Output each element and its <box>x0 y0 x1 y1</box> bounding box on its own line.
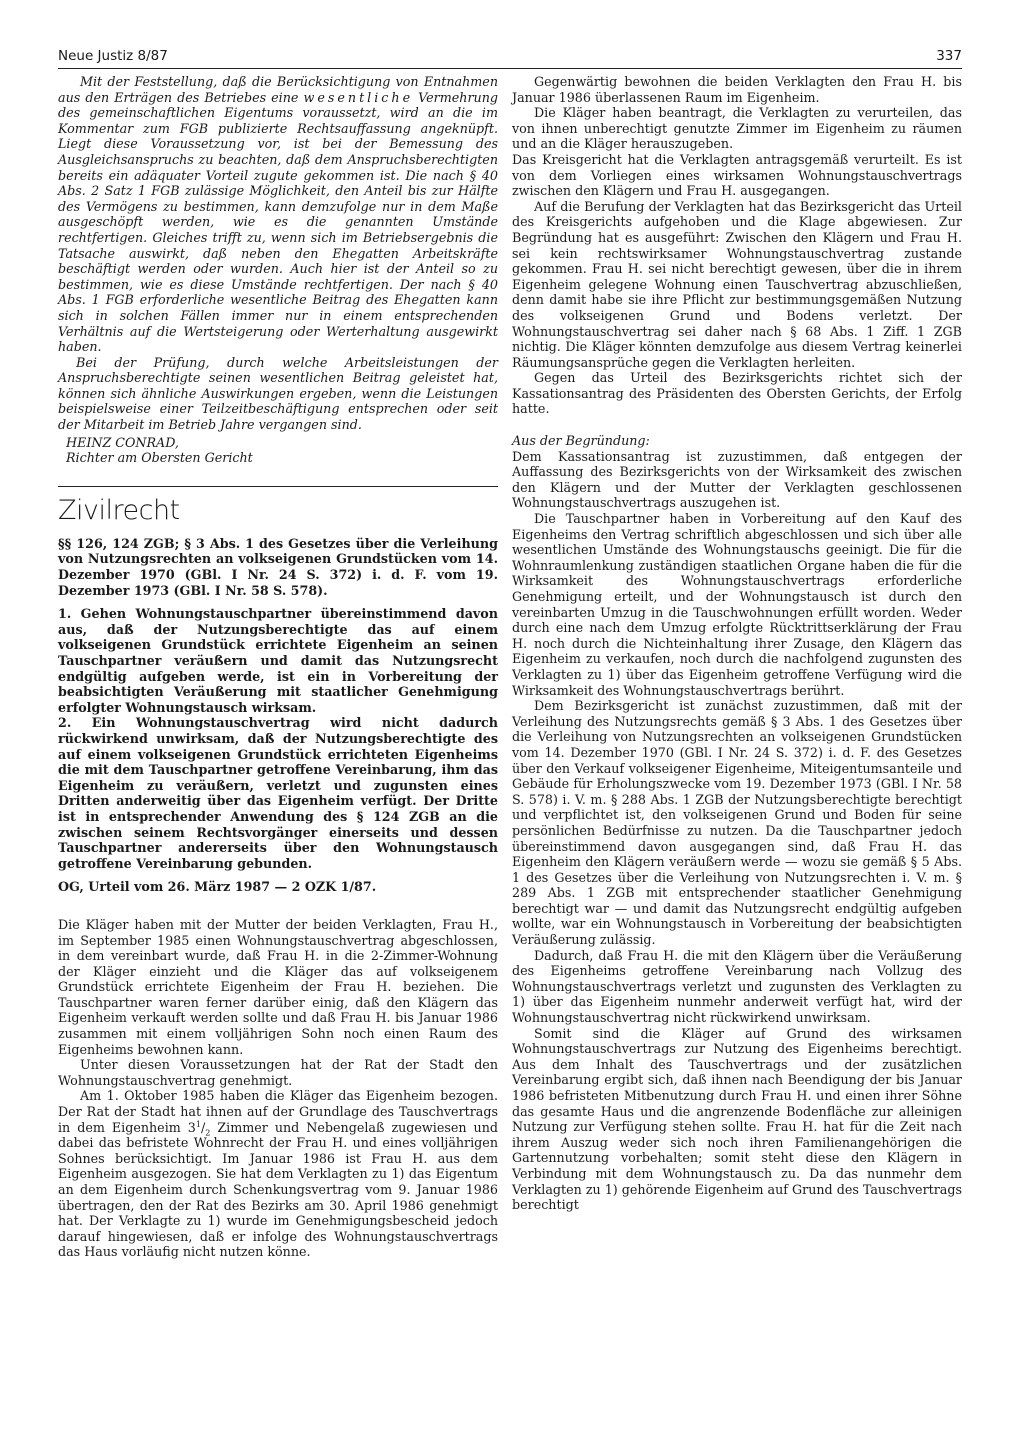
commentary-text: Vermehrung des gemeinschaftlichen Eigentums voraussetzt, wird an die im Kommentar zum FGB publizierte Rechtsauffassung angeknüpft. Liegt diese Voraussetzung vor, ist bei der Bemessung des Ausgleichsanspruchs zu beachten, daß dem Anspruchsberechtigten bereits ein adäquater Vorteil zugute gekommen ist. Die nach § 40 Abs. 2 Satz 1 FGB zulässige Möglichkeit, den Anteil bis zur Hälfte des Vermögens zu bestimmen, kann demzufolge nur in dem Maße ausgeschöpft werden, wie es die genannten Umstände rechtfertigen. Gleiches trifft zu, wenn sich im Betriebsergebnis die Tatsache auswirkt, daß neben den Ehegatten Arbeitskräfte beschäftigt werden oder wurden. Auch hier ist der Anteil so zu bestimmen, wie es diese Umstände rechtfertigen. Der nach § 40 Abs. 1 FGB erforderliche wesentliche Beitrag des Ehegatten kann sich in solchen Fällen immer nur in einem entsprechenden Verhältnis auf die Wertsteigerung oder Werterhaltung ausgewirkt haben. <box>58 89 498 355</box>
running-head <box>58 46 962 69</box>
spaced-emphasis: wesentliche <box>303 89 414 105</box>
section-title: Zivilrecht <box>58 486 498 527</box>
reasons-paragraph: Somit sind die Kläger auf Grund des wirksamen Wohnungstauschvertrags zur Nutzung des Eigenheims berechtigt. Aus dem Inhalt des Tauschvertrags und der zusätzlichen Vereinbarung ergibt sich, daß ihnen nach Beendigung der bis Januar 1986 befristeten Mitbenutzung durch Frau H. und einen ihrer Söhne das gesamte Haus und die angrenzende Bodenfläche zur alleinigen Nutzung zur Verfügung stehen sollte. Frau H. hat für die Zeit nach ihrem Auszug weder sich noch ihren Familienangehörigen die Gartennutzung vorbehalten; somit steht diese den Klägern in Verbindung mit dem Wohnungstausch zu. Da das nunmehr dem Verklagten zu 1) gehörende Eigenheim auf Grund des Tauschvertrags berechtigt <box>512 1025 962 1213</box>
author-signature <box>58 435 498 466</box>
facts <box>58 917 498 1260</box>
commentary <box>58 74 498 433</box>
body-paragraph: Das Kreisgericht hat die Verklagten antragsgemäß verurteilt. Es ist von dem Vorliegen eines wirksamen Wohnungstauschvertrags zwischen den Klägern und Frau H. ausgegangen. <box>512 151 962 199</box>
body-paragraph: Gegenwärtig bewohnen die beiden Verklagten den Frau H. bis Januar 1986 überlassenen Raum im Eigenheim. <box>512 74 962 105</box>
left-column <box>58 74 498 1260</box>
fraction-denominator: 2 <box>205 1128 211 1138</box>
reasons-paragraph: Dem Kassationsantrag ist zuzustimmen, daß entgegen der Auffassung des Bezirksgerichts von der Wirksamkeit des zwischen den Klägern und der Mutter der Verklagten geschlossenen Wohnungstauschvertrags auszugehen ist. <box>512 448 962 511</box>
body-paragraph: Die Kläger haben beantragt, die Verklagten zu verurteilen, das von ihnen unberechtigt genutzte Zimmer im Eigenheim zu räumen und an die Kläger herauszugeben. <box>512 105 962 152</box>
commentary-paragraph <box>58 74 498 355</box>
reasons-paragraph: Dem Bezirksgericht ist zunächst zuzustimmen, daß mit der Verleihung des Nutzungsrechts gemäß § 3 Abs. 1 des Gesetzes über die Verleihung von Nutzungsrechten an volkseigenen Grundstücken vom 14. Dezember 1970 (GBl. I Nr. 24 S. 372) i. d. F. des Gesetzes über den Verkauf volkseigener Eigenheime, Miteigentumsanteile und Gebäude für Erholungszwecke vom 19. Dezember 1973 (GBl. I Nr. 58 S. 578) i. V. m. § 288 Abs. 1 ZGB der Nutzungsberechtigte berechtigt und verpflichtet ist, den volkseigenen Grund und Boden für seine persönlichen Bedürfnisse zu nutzen. Da die Tauschpartner jedoch übereinstimmend davon ausgegangen sind, daß Frau H. das Eigenheim den Klägern veräußern werde — wozu sie gemäß § 5 Abs. 1 des Gesetzes über die Verleihung von Nutzungsrechten i. V. m. § 289 Abs. 1 ZGB mit entsprechender staatlicher Genehmigung berechtigt war — und damit das Nutzungsrecht endgültig aufgeben wollte, war ein Wohnungstausch in Vorbereitung der beabsichtigten Veräußerung zulässig. <box>512 698 962 948</box>
page-number: 337 <box>936 48 962 64</box>
commentary-text: Mit der Feststellung, daß die Berücksichtigung von Entnahmen aus den Erträgen des Betriebes eine <box>58 74 498 105</box>
facts-paragraph <box>58 1088 498 1260</box>
facts-paragraph: Unter diesen Voraussetzungen hat der Rat der Stadt den Wohnungstauschvertrag genehmigt. <box>58 1057 498 1088</box>
commentary-paragraph: Bei der Prüfung, durch welche Arbeitsleistungen der Anspruchsberechtigte seinen wesentlichen Beitrag geleistet hat, können sich ähnliche Auswirkungen ergeben, wenn die Leistungen beispielsweise einer Teilzeitbeschäftigung entsprechen oder seit der Mitarbeit im Betrieb Jahre vergangen sind. <box>58 354 498 433</box>
reasons-paragraph: Die Tauschpartner haben in Vorbereitung auf den Kauf des Eigenheims den Vertrag schriftlich abgeschlossen und sich über alle wesentlichen Umstände des Wohnungstauschs geeinigt. Die für die Wohnraumlenkung zuständigen staatlichen Organe haben die für die Wirksamkeit des Wohnungstauschvertrags erforderliche Genehmigung erteilt, und der Wohnungstausch ist durch den vereinbarten Umzug in die Tauschwohnungen erfüllt worden. Weder durch eine nach dem Umzug erfolgte Rücktrittserklärung der Frau H. noch durch die Nichteinhaltung ihrer Zusage, den Klägern das Eigenheim zu verkaufen, noch durch die nachfolgend zugunsten des Verklagten zu 1) über das Eigenheim getroffene Verfügung wird die Wirksamkeit des Wohnungstauschvertrags berührt. <box>512 511 962 698</box>
journal-issue: Neue Justiz 8/87 <box>58 48 168 64</box>
norm-heading: §§ 126, 124 ZGB; § 3 Abs. 1 des Gesetzes über die Verleihung von Nutzungsrechten an volkseigenen Grundstücken vom 14. Dezember 1970 (GBl. I Nr. 24 S. 372) i. d. F. vom 19. Dezember 1973 (GBl. I Nr. 58 S. 578). <box>58 535 498 598</box>
facts-text: Zimmer und Nebengelaß zugewiesen und dabei das befristete Wohnrecht der Frau H. und eines volljährigen Sohnes berücksichtigt. Im Januar 1986 ist Frau H. aus dem Eigenheim ausgezogen. Sie hat dem Verklagten zu 1) das Eigentum an dem Eigenheim durch Schenkungsvertrag vom 9. Januar 1986 übertragen, den der Rat des Bezirks am 30. April 1986 genehmigt hat. Der Verklagte zu 1) wurde im Genehmigungsbescheid jedoch darauf hingewiesen, daß er infolge des Wohnungstauschvertrags das Haus vorläufig nicht nutzen könne. <box>58 1119 499 1260</box>
headnotes <box>58 606 498 871</box>
author-title: Richter am Obersten Gericht <box>66 450 253 466</box>
facts-paragraph: Die Kläger haben mit der Mutter der beiden Verklagten, Frau H., im September 1985 einen Wohnungstauschvertrag abgeschlossen, in dem vereinbart wurde, daß Frau H. in die 2-Zimmer-Wohnung der Kläger einzieht und die Kläger das auf volkseigenem Grundstück errichtete Eigenheim der Frau H. beziehen. Die Tauschpartner waren ferner darüber einig, daß den Klägern das Eigenheim verkauft werden sollte und daß Frau H. bis Januar 1986 zusammen mit einem volljährigen Sohn noch einen Raum des Eigenheims bewohnen kann. <box>58 916 498 1057</box>
reasons-paragraph: Dadurch, daß Frau H. die mit den Klägern über die Veräußerung des Eigenheims getroffene Vereinbarung nach Vollzug des Wohnungstauschvertrags verletzt und zugunsten des Verklagten zu 1) über das Eigenheim nunmehr anderweit verfügt hat, wird der Wohnungstauschvertrag nicht rückwirkend unwirksam. <box>512 947 962 1026</box>
fraction-slash: / <box>200 1119 206 1135</box>
fraction-numerator: 1 <box>195 1119 201 1129</box>
author-name: HEINZ CONRAD, <box>66 434 179 450</box>
body-paragraph: Auf die Berufung der Verklagten hat das Bezirksgericht das Urteil des Kreisgerichts aufgehoben und die Klage abgewiesen. Zur Begründung hat es ausgeführt: Zwischen den Klägern und Frau H. sei kein rechtswirksamer Wohnungstauschvertrag zustande gekommen. Frau H. sei nicht berechtigt gewesen, über die in ihrem Eigenheim gelegene Wohnung einen Tauschvertrag abzuschließen, denn damit habe sie ihre Pflicht zur bestimmungsgemäßen Nutzung des volkseigenen Grund und Bodens verletzt. Der Wohnungstauschvertrag sei daher nach § 68 Abs. 1 Ziff. 1 ZGB nichtig. Die Kläger könnten demzufolge aus diesem Vertrag keinerlei Räumungsansprüche gegen die Verklagten herleiten. <box>512 198 962 370</box>
decision-citation: OG, Urteil vom 26. März 1987 — 2 OZK 1/87. <box>58 879 377 895</box>
facts-text: Am 1. Oktober 1985 haben die Kläger das Eigenheim bezogen. Der Rat der Stadt hat ihnen auf der Grundlage des Tauschvertrags in dem Eigenheim 3 <box>58 1088 498 1135</box>
reasons-label: Aus der Begründung: <box>512 433 650 449</box>
body-paragraph: Gegen das Urteil des Bezirksgerichts richtet sich der Kassationsantrag des Präsidenten des Obersten Gerichts, der Erfolg hatte. <box>512 370 962 417</box>
headnote-1: 1. Gehen Wohnungstauschpartner übereinstimmend davon aus, daß der Nutzungsberechtigte das auf einem volkseigenen Grundstück errichtete Eigenheim an seinen Tauschpartner veräußern und damit das Nutzungsrecht endgültig aufgeben werde, ist ein in Vorbereitung der beabsichtigten Veräußerung mit staatlicher Genehmigung erfolgter Wohnungstausch wirksam. <box>58 606 498 715</box>
right-column <box>512 74 962 1213</box>
headnote-2: 2. Ein Wohnungstauschvertrag wird nicht dadurch rückwirkend unwirksam, daß der Nutzungsberechtigte des auf einem volkseigenen Grundstück errichteten Eigenheims die mit dem Tauschpartner getroffene Vereinbarung, ihm das Eigenheim zu veräußern, verletzt und zugunsten eines Dritten anderweitig über das Eigenheim verfügt. Der Dritte ist in entsprechender Anwendung des § 124 ZGB an die zwischen seinem Rechtsvorgänger einerseits und dessen Tauschpartner andererseits über den Wohnungstausch getroffene Vereinbarung gebunden. <box>58 715 498 871</box>
